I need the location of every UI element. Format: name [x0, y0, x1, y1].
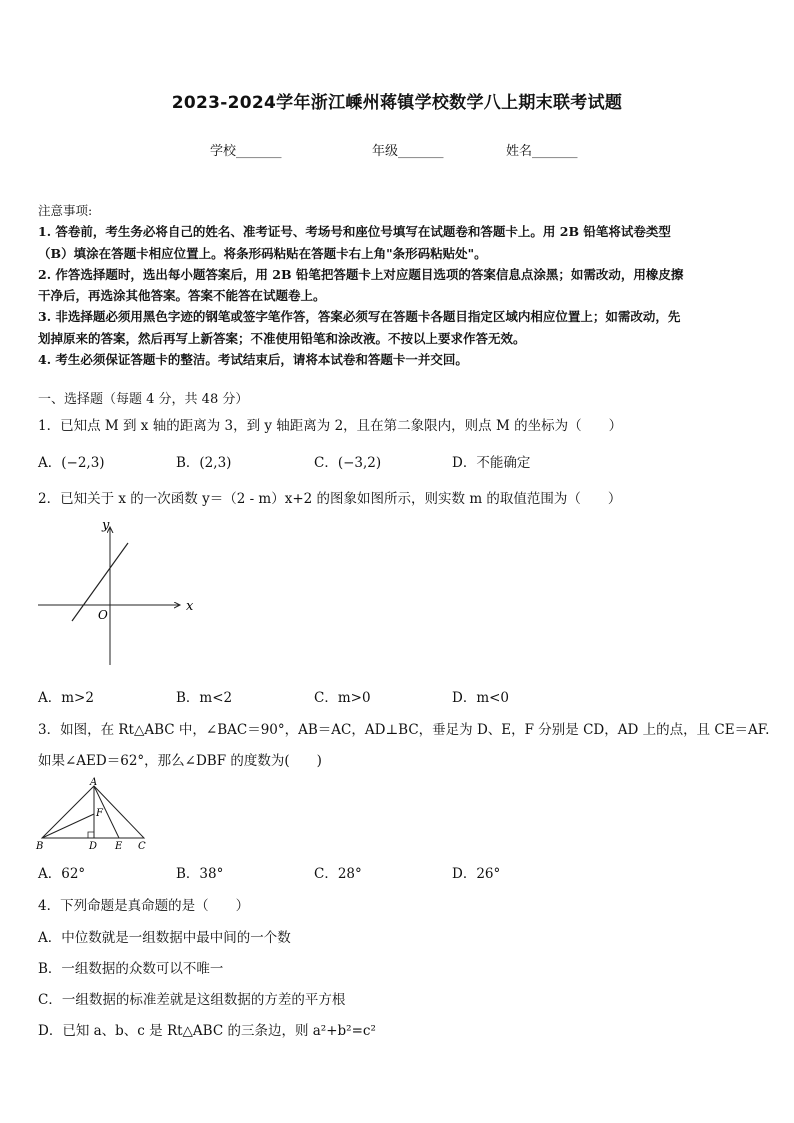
grade-field: 年级_______: [372, 144, 444, 159]
notes-block: [38, 200, 683, 370]
page-title: 2023-2024学年浙江嵊州蒋镇学校数学八上期末联考试题: [171, 93, 623, 113]
q3-stem-line-1: 3．如图，在 Rt△ABC 中，∠BAC＝90°，AB＝AC，AD⊥BC，垂足为 D、E，F 分别是 CD，AD 上的点，且 CE＝AF.: [38, 722, 770, 738]
origin-label: O: [98, 608, 108, 622]
q2-option-a: A．m>2: [38, 690, 94, 706]
q1-option-d: D．不能确定: [452, 455, 531, 471]
q1-option-a: A．(−2,3): [38, 455, 105, 471]
notes-line-3: 2. 作答选择题时，选出每小题答案后，用 2B 铅笔把答题卡上对应题目选项的答案信息点涂黑；如需改动，用橡皮擦: [38, 266, 684, 282]
q1-option-c: C．(−3,2): [314, 455, 382, 471]
q4-stem: 4．下列命题是真命题的是（ ）: [38, 898, 250, 914]
notes-line-2: （B）填涂在答题卡相应位置上。将条形码粘贴在答题卡右上角"条形码粘贴处"。: [38, 245, 487, 261]
q4-option-d: D．已知 a、b、c 是 Rt△ABC 的三条边，则 a²+b²=c²: [38, 1023, 376, 1039]
q1-stem: 1．已知点 M 到 x 轴的距离为 3，到 y 轴距离为 2，且在第二象限内，则点 M 的坐标为（ ）: [38, 418, 623, 434]
q3-option-b: B．38°: [176, 866, 224, 882]
label-d: D: [89, 841, 98, 852]
name-field: 姓名_______: [506, 144, 578, 159]
triangle-abc: [42, 786, 144, 838]
q3-option-c: C．28°: [314, 866, 362, 882]
section-heading: 一、选择题（每题 4 分，共 48 分）: [38, 392, 249, 407]
label-e: E: [115, 841, 123, 852]
q2-option-c: C．m>0: [314, 690, 371, 706]
notes-heading: 注意事项:: [38, 203, 93, 218]
q3-option-d: D．26°: [452, 866, 501, 882]
q4-option-b: B．一组数据的众数可以不唯一: [38, 961, 224, 977]
y-axis-label: y: [102, 518, 110, 533]
q4-option-c: C．一组数据的标准差就是这组数据的方差的平方根: [38, 992, 346, 1008]
q4-option-a: A．中位数就是一组数据中最中间的一个数: [38, 930, 291, 946]
q1-option-b: B．(2,3): [176, 455, 232, 471]
x-axis-label: x: [186, 599, 194, 614]
q2-stem: 2．已知关于 x 的一次函数 y＝（2 - m）x+2 的图象如图所示，则实数 m 的取值范围为（ ）: [38, 491, 622, 507]
label-f: F: [96, 808, 103, 819]
notes-line-7: 4. 考生必须保证答题卡的整洁。考试结束后，请将本试卷和答题卡一并交回。: [38, 352, 468, 368]
q3-stem-line-2: 如果∠AED＝62°，那么∠DBF 的度数为( ): [38, 753, 322, 769]
school-field: 学校_______: [210, 144, 282, 159]
label-b: B: [36, 841, 44, 852]
segment-bf: [42, 814, 94, 838]
notes-line-4: 干净后，再选涂其他答案。答案不能答在试题卷上。: [38, 288, 326, 304]
q2-option-d: D．m<0: [452, 690, 510, 706]
label-c: C: [138, 841, 146, 852]
q2-linear-function-graph: [34, 515, 204, 670]
q3-triangle-figure: [34, 776, 154, 852]
notes-line-6: 划掉原来的答案，然后再写上新答案；不准使用铅笔和涂改液。不按以上要求作答无效。: [38, 330, 526, 346]
label-a: A: [90, 777, 98, 788]
q2-option-b: B．m<2: [176, 690, 233, 706]
q3-option-a: A．62°: [38, 866, 86, 882]
right-angle-mark: [88, 832, 94, 838]
notes-line-5: 3. 非选择题必须用黑色字迹的钢笔或签字笔作答，答案必须写在答题卡各题目指定区域内相应位置上；如需改动，先: [38, 309, 681, 325]
notes-line-1: 1. 答卷前，考生务必将自己的姓名、准考证号、考场号和座位号填写在试题卷和答题卡上。用 2B 铅笔将试卷类型: [38, 224, 671, 240]
